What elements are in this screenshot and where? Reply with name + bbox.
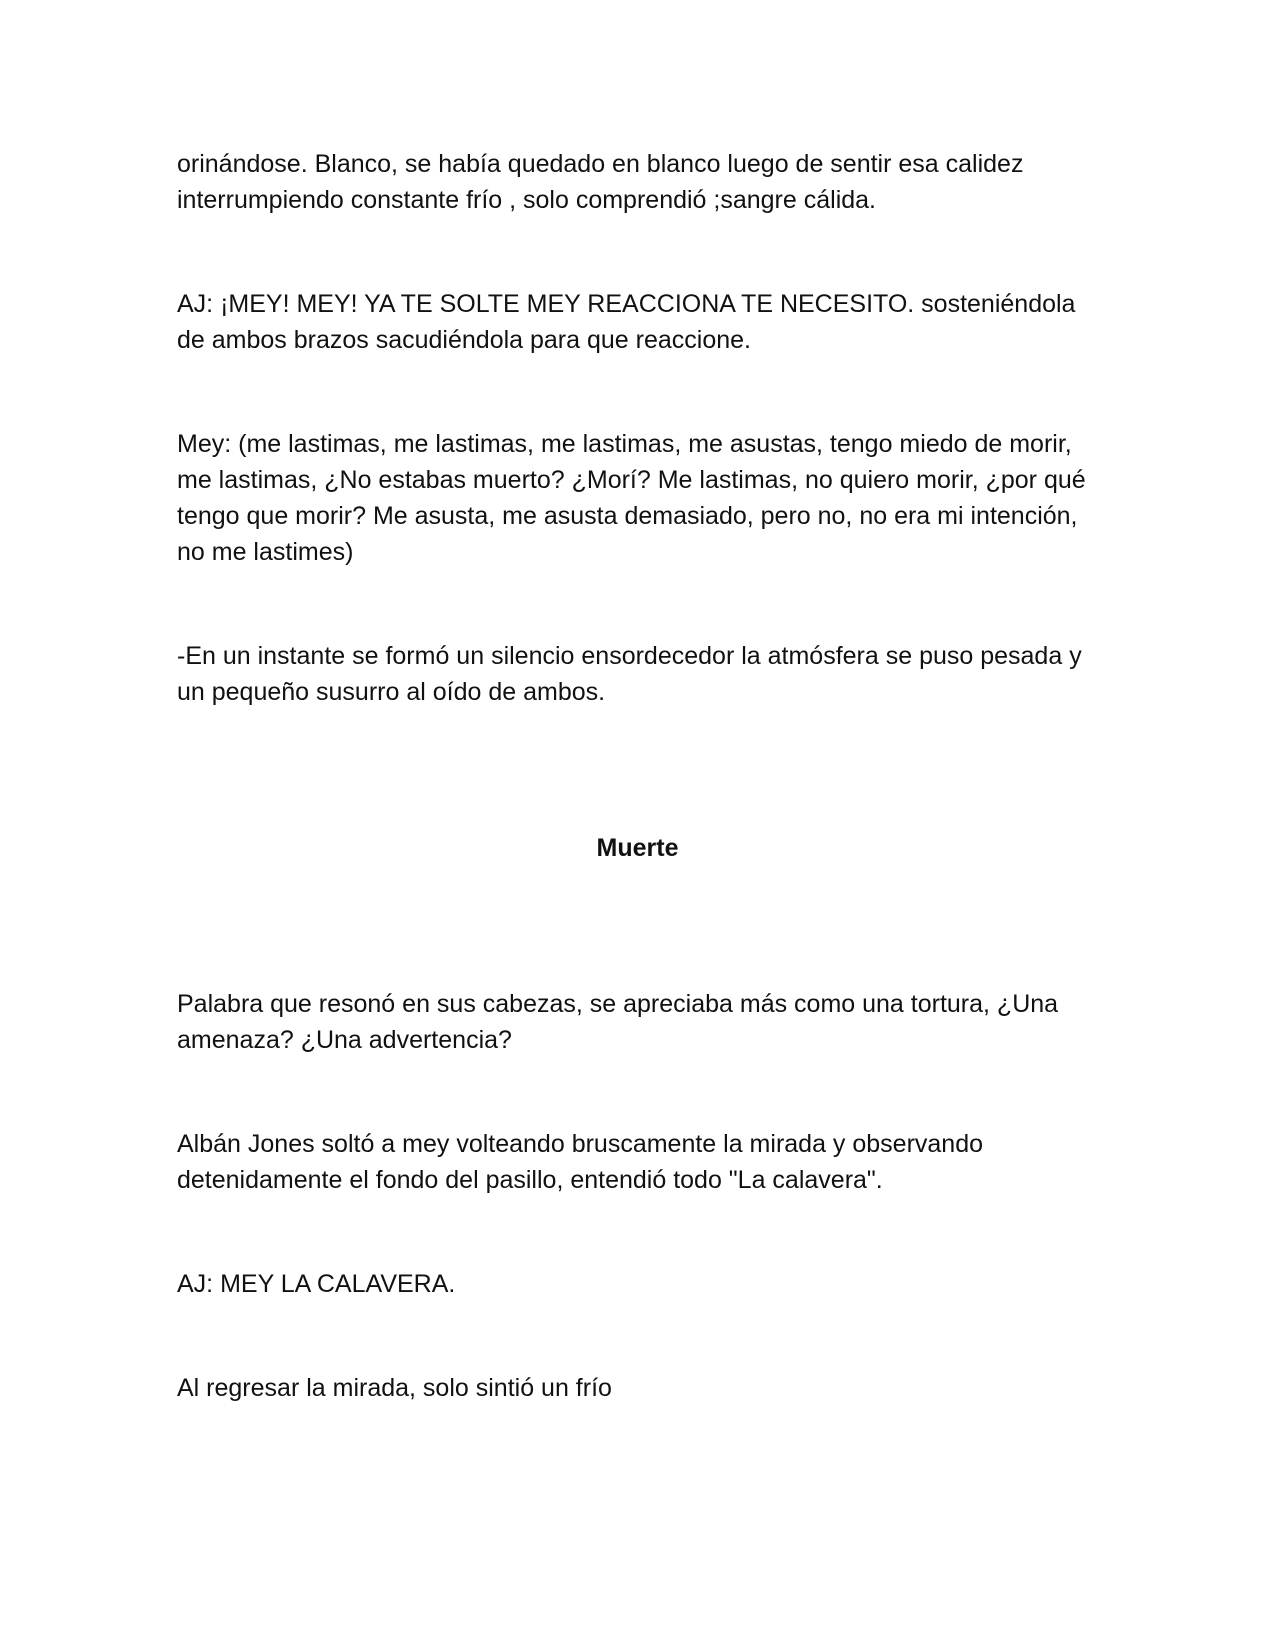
paragraph-5: Palabra que resonó en sus cabezas, se apreciaba más como una tortura, ¿Una amenaza? ¿Una advertencia? <box>177 990 1059 1054</box>
paragraph-3: Mey: (me lastimas, me lastimas, me lastimas, me asustas, tengo miedo de morir, me lastimas, ¿No estabas muerto? ¿Morí? Me lastimas, no quiero morir, ¿por qué tengo que morir? Me asusta, me asusta demasiado, pero no, no era mi intención, no me lastimes) <box>177 430 1086 566</box>
paragraph-1: orinándose. Blanco, se había quedado en blanco luego de sentir esa calidez interrumpiendo constante frío , solo comprendió ;sangre cálida. <box>177 150 1024 214</box>
paragraph-7: AJ: MEY LA CALAVERA. <box>177 1270 456 1298</box>
paragraph-8: Al regresar la mirada, solo sintió un frío <box>177 1374 612 1402</box>
paragraph-4: -En un instante se formó un silencio ensordecedor la atmósfera se puso pesada y un pequeño susurro al oído de ambos. <box>177 642 1082 706</box>
paragraph-2: AJ: ¡MEY! MEY! YA TE SOLTE MEY REACCIONA TE NECESITO. sosteniéndola de ambos brazos sacudiéndola para que reaccione. <box>177 290 1076 354</box>
section-heading: Muerte <box>596 834 679 862</box>
paragraph-6: Albán Jones soltó a mey volteando bruscamente la mirada y observando detenidamente el fondo del pasillo, entendió todo "La calavera". <box>177 1130 984 1194</box>
